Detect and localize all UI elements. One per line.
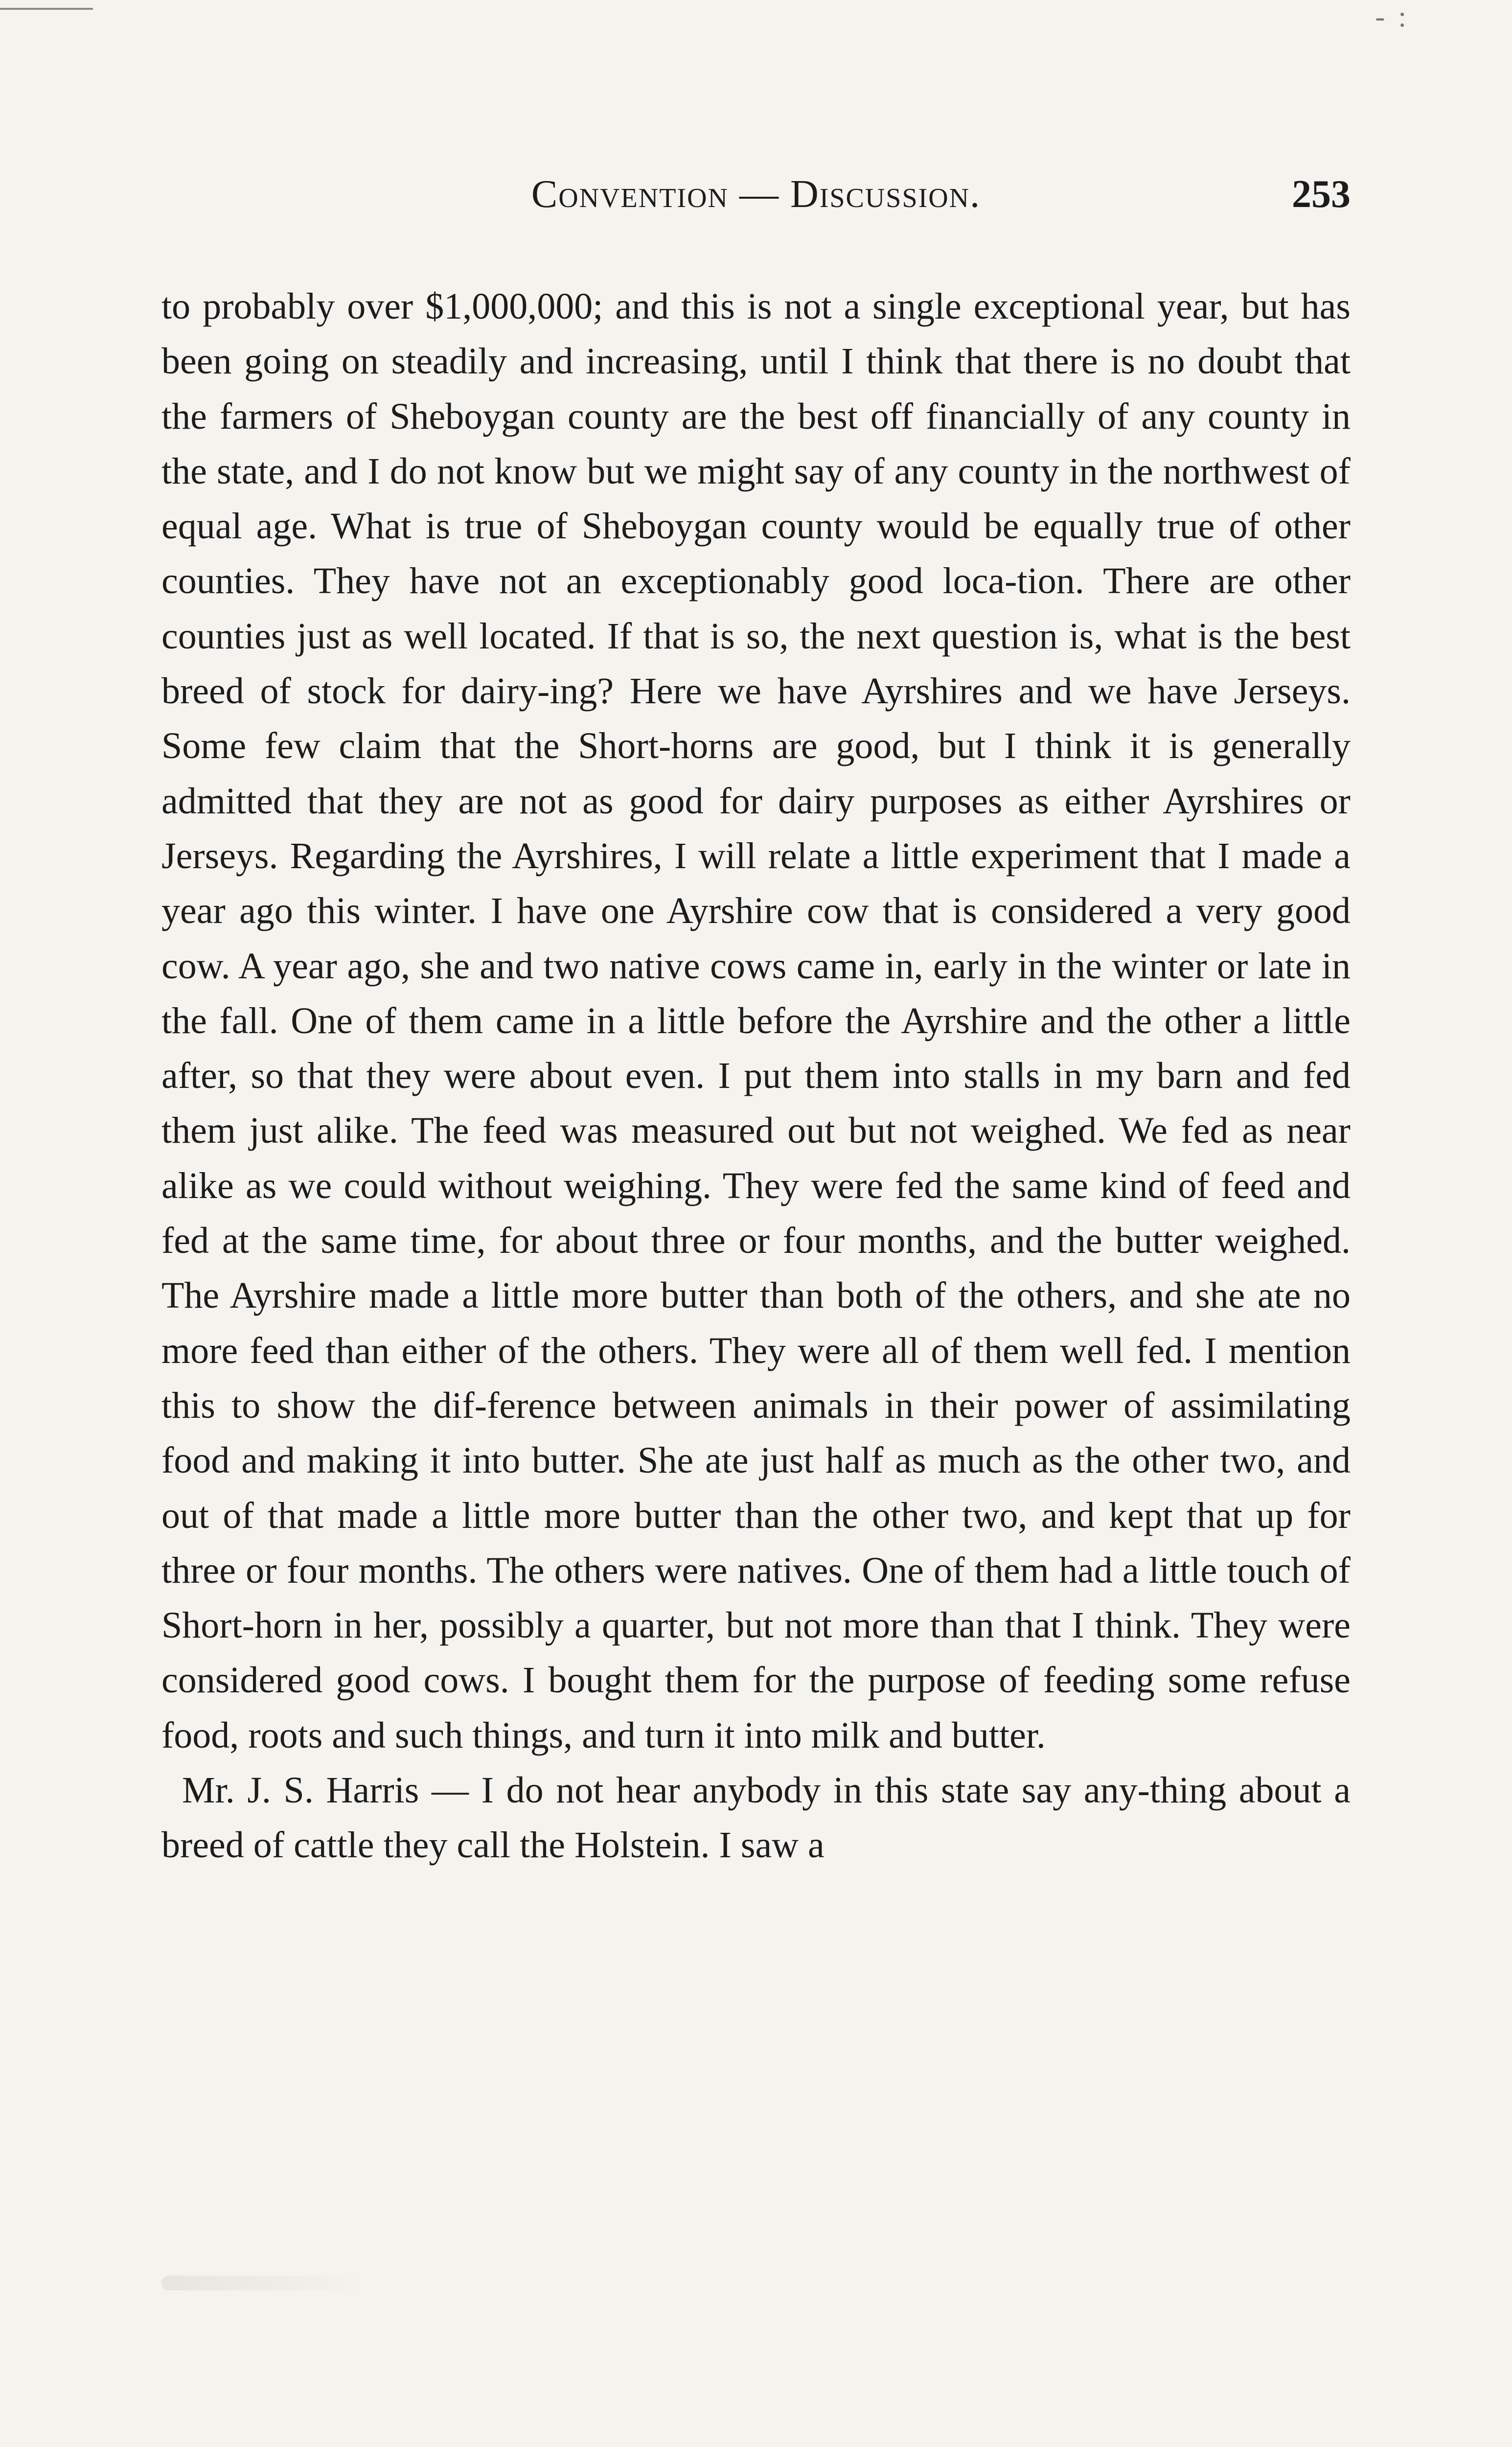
corner-print-marks: - : — [1375, 0, 1409, 33]
running-head — [161, 172, 1351, 226]
body-text — [161, 279, 1351, 1873]
paragraph-harris-remark: Mr. J. S. Harris — I do not hear anybody in this state say any-thing about a breed of cattle they call the Holstein. I saw a — [161, 1770, 1351, 1866]
bottom-smudge — [161, 2276, 367, 2290]
top-rule-divider — [0, 8, 93, 10]
page-number: 253 — [1292, 173, 1351, 216]
header-title: Convention — Discussion. — [531, 173, 981, 216]
paragraph-continued: to probably over $1,000,000; and this is not a single exceptional year, but has been going on steadily and increasing, until I think that there is no doubt that the farmers of Sheboygan county are the best off financially of any county in the state, and I do not know but we might say of any county in the northwest of equal age. What is true of Sheboygan county would be equally true of other counties. They have not an exceptionably good loca-tion. There are other counties just as well located. If that is so, the next question is, what is the best breed of stock for dairy-ing? Here we have Ayrshires and we have Jerseys. Some few claim that the Short-horns are good, but I think it is generally admitted that they are not as good for dairy purposes as either Ayrshires or Jerseys. Regarding the Ayrshires, I will relate a little experiment that I made a year ago this winter. I have one Ayrshire cow that is considered a very good cow. A year ago, she and two native cows came in, early in the winter or late in the fall. One of them came in a little before the Ayrshire and the other a little after, so that they were about even. I put them into stalls in my barn and fed them just alike. The feed was measured out but not weighed. We fed as near alike as we could without weighing. They were fed the same kind of feed and fed at the same time, for about three or four months, and the butter weighed. The Ayrshire made a little more butter than both of the others, and she ate no more feed than either of the others. They were all of them well fed. I mention this to show the dif-ference between animals in their power of assimilating food and making it into butter. She ate just half as much as the other two, and out of that made a little more butter than the other two, and kept that up for three or four months. The others were natives. One of them had a little touch of Short-horn in her, possibly a quarter, but not more than that I think. They were considered good cows. I bought them for the purpose of feeding some refuse food, roots and such things, and turn it into milk and butter. — [161, 286, 1351, 1756]
